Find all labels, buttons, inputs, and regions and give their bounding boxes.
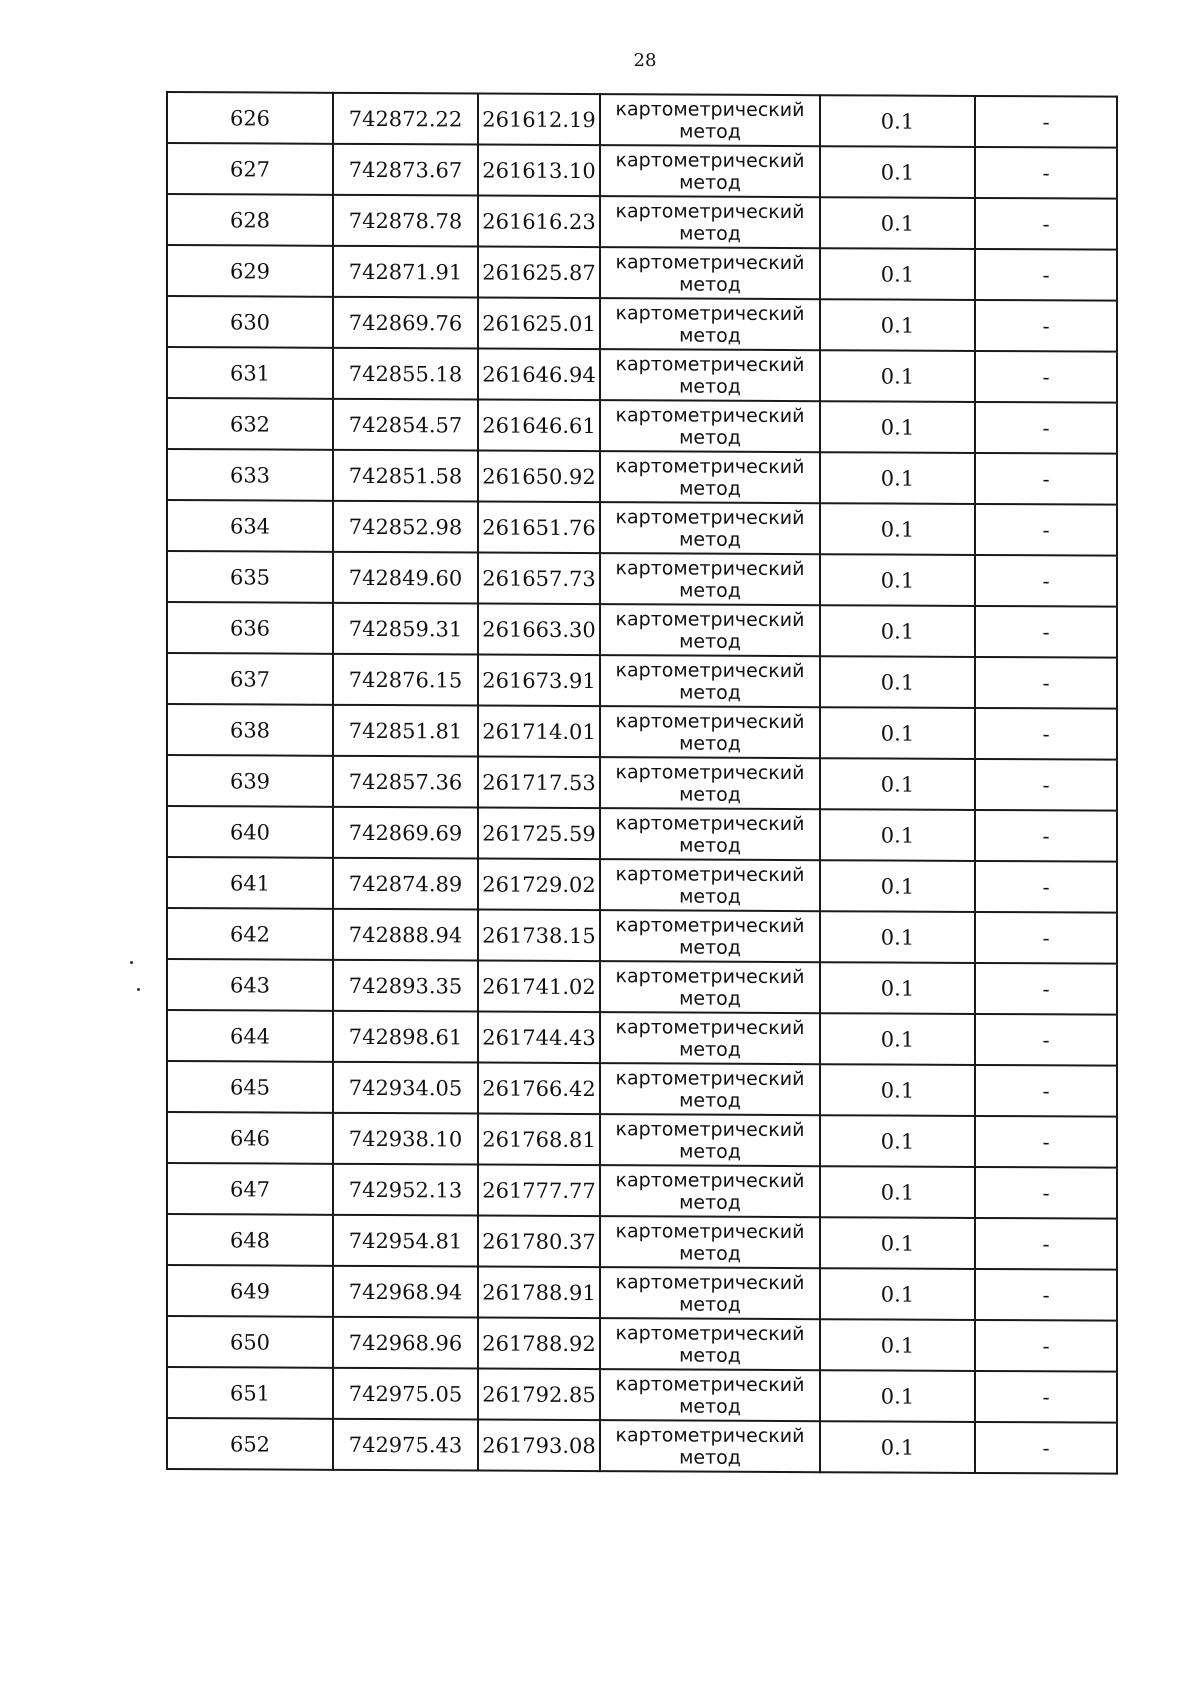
note-cell: - xyxy=(975,1371,1117,1423)
method-cell xyxy=(600,757,820,809)
y-coordinate-cell: 261725.59 xyxy=(478,808,600,860)
accuracy-cell: 0.1 xyxy=(820,401,975,453)
method-line-1: картометрический xyxy=(615,352,805,376)
y-coordinate-cell: 261766.42 xyxy=(478,1063,600,1115)
x-coordinate-cell: 742857.36 xyxy=(333,756,478,808)
coordinates-table-wrapper xyxy=(166,91,1116,1475)
method-line-2: метод xyxy=(679,222,741,245)
method-cell xyxy=(600,145,820,197)
table-row xyxy=(167,143,1117,199)
method-line-2: метод xyxy=(679,936,741,959)
y-coordinate-cell: 261793.08 xyxy=(478,1420,600,1472)
method-line-1: картометрический xyxy=(615,964,805,988)
note-cell: - xyxy=(975,810,1117,862)
method-cell xyxy=(600,1114,820,1166)
method-cell xyxy=(600,1063,820,1115)
method-cell xyxy=(600,502,820,554)
y-coordinate-cell: 261657.73 xyxy=(478,553,600,605)
method-line-1: картометрический xyxy=(615,301,805,325)
x-coordinate-cell: 742874.89 xyxy=(333,858,478,910)
point-number-cell: 645 xyxy=(167,1061,333,1113)
method-line-2: метод xyxy=(679,477,741,500)
point-number-cell: 651 xyxy=(167,1367,333,1419)
note-cell: - xyxy=(975,300,1117,352)
point-number-cell: 630 xyxy=(167,296,333,348)
table-row xyxy=(167,1163,1117,1219)
accuracy-cell: 0.1 xyxy=(820,1217,975,1269)
note-cell: - xyxy=(975,555,1117,607)
method-cell xyxy=(600,1165,820,1217)
table-row xyxy=(167,1112,1117,1168)
method-line-2: метод xyxy=(679,120,741,143)
table-row xyxy=(167,449,1117,505)
point-number-cell: 641 xyxy=(167,857,333,909)
accuracy-cell: 0.1 xyxy=(820,1064,975,1116)
point-number-cell: 626 xyxy=(167,92,333,144)
note-cell: - xyxy=(975,249,1117,301)
y-coordinate-cell: 261663.30 xyxy=(478,604,600,656)
note-cell: - xyxy=(975,759,1117,811)
method-cell xyxy=(600,1369,820,1421)
accuracy-cell: 0.1 xyxy=(820,707,975,759)
x-coordinate-cell: 742849.60 xyxy=(333,552,478,604)
x-coordinate-cell: 742938.10 xyxy=(333,1113,478,1165)
method-cell xyxy=(600,1216,820,1268)
y-coordinate-cell: 261729.02 xyxy=(478,859,600,911)
y-coordinate-cell: 261768.81 xyxy=(478,1114,600,1166)
x-coordinate-cell: 742975.05 xyxy=(333,1368,478,1420)
y-coordinate-cell: 261650.92 xyxy=(478,451,600,503)
accuracy-cell: 0.1 xyxy=(820,299,975,351)
table-row xyxy=(167,92,1117,148)
method-line-1: картометрический xyxy=(615,505,805,529)
y-coordinate-cell: 261780.37 xyxy=(478,1216,600,1268)
method-cell xyxy=(600,808,820,860)
method-cell xyxy=(600,961,820,1013)
method-line-2: метод xyxy=(679,1191,741,1214)
point-number-cell: 634 xyxy=(167,500,333,552)
table-row xyxy=(167,653,1117,709)
method-line-1: картометрический xyxy=(615,709,805,733)
accuracy-cell: 0.1 xyxy=(820,146,975,198)
method-line-2: метод xyxy=(679,528,741,551)
accuracy-cell: 0.1 xyxy=(820,656,975,708)
table-body xyxy=(167,92,1117,1474)
y-coordinate-cell: 261616.23 xyxy=(478,196,600,248)
point-number-cell: 628 xyxy=(167,194,333,246)
method-cell xyxy=(600,400,820,452)
method-line-2: метод xyxy=(679,630,741,653)
point-number-cell: 650 xyxy=(167,1316,333,1368)
note-cell: - xyxy=(975,351,1117,403)
accuracy-cell: 0.1 xyxy=(820,809,975,861)
method-line-2: метод xyxy=(679,987,741,1010)
method-line-2: метод xyxy=(679,732,741,755)
method-line-1: картометрический xyxy=(615,148,805,172)
method-line-2: метод xyxy=(679,681,741,704)
method-cell xyxy=(600,1267,820,1319)
y-coordinate-cell: 261651.76 xyxy=(478,502,600,554)
y-coordinate-cell: 261612.19 xyxy=(478,94,600,146)
method-line-2: метод xyxy=(679,1089,741,1112)
method-line-2: метод xyxy=(679,1344,741,1367)
x-coordinate-cell: 742851.81 xyxy=(333,705,478,757)
method-line-1: картометрический xyxy=(615,913,805,937)
method-line-1: картометрический xyxy=(615,760,805,784)
y-coordinate-cell: 261788.91 xyxy=(478,1267,600,1319)
point-number-cell: 652 xyxy=(167,1418,333,1470)
accuracy-cell: 0.1 xyxy=(820,554,975,606)
method-cell xyxy=(600,349,820,401)
method-line-2: метод xyxy=(679,375,741,398)
x-coordinate-cell: 742869.69 xyxy=(333,807,478,859)
accuracy-cell: 0.1 xyxy=(820,452,975,504)
note-cell: - xyxy=(975,453,1117,505)
note-cell: - xyxy=(975,1422,1117,1474)
method-cell xyxy=(600,604,820,656)
method-line-2: метод xyxy=(679,1395,741,1418)
note-cell: - xyxy=(975,861,1117,913)
method-cell xyxy=(600,298,820,350)
method-line-1: картометрический xyxy=(615,454,805,478)
y-coordinate-cell: 261744.43 xyxy=(478,1012,600,1064)
x-coordinate-cell: 742893.35 xyxy=(333,960,478,1012)
point-number-cell: 646 xyxy=(167,1112,333,1164)
accuracy-cell: 0.1 xyxy=(820,911,975,963)
table-row xyxy=(167,500,1117,556)
note-cell: - xyxy=(975,1014,1117,1066)
point-number-cell: 635 xyxy=(167,551,333,603)
accuracy-cell: 0.1 xyxy=(820,758,975,810)
method-cell xyxy=(600,859,820,911)
method-cell xyxy=(600,655,820,707)
note-cell: - xyxy=(975,1320,1117,1372)
method-line-1: картометрический xyxy=(615,1372,805,1396)
accuracy-cell: 0.1 xyxy=(820,248,975,300)
point-number-cell: 638 xyxy=(167,704,333,756)
accuracy-cell: 0.1 xyxy=(820,197,975,249)
method-cell xyxy=(600,451,820,503)
method-line-1: картометрический xyxy=(615,199,805,223)
method-line-1: картометрический xyxy=(615,1321,805,1345)
accuracy-cell: 0.1 xyxy=(820,1013,975,1065)
note-cell: - xyxy=(975,1269,1117,1321)
point-number-cell: 647 xyxy=(167,1163,333,1215)
note-cell: - xyxy=(975,402,1117,454)
table-row xyxy=(167,1265,1117,1321)
table-row xyxy=(167,1367,1117,1423)
table-row xyxy=(167,1418,1117,1474)
method-line-2: метод xyxy=(679,1446,741,1469)
method-cell xyxy=(600,1012,820,1064)
method-cell xyxy=(600,247,820,299)
method-line-1: картометрический xyxy=(615,1117,805,1141)
note-cell: - xyxy=(975,1167,1117,1219)
x-coordinate-cell: 742852.98 xyxy=(333,501,478,553)
point-number-cell: 629 xyxy=(167,245,333,297)
y-coordinate-cell: 261714.01 xyxy=(478,706,600,758)
point-number-cell: 631 xyxy=(167,347,333,399)
x-coordinate-cell: 742873.67 xyxy=(333,144,478,196)
y-coordinate-cell: 261792.85 xyxy=(478,1369,600,1421)
note-cell: - xyxy=(975,1116,1117,1168)
x-coordinate-cell: 742871.91 xyxy=(333,246,478,298)
y-coordinate-cell: 261738.15 xyxy=(478,910,600,962)
coordinates-table xyxy=(166,91,1118,1475)
point-number-cell: 642 xyxy=(167,908,333,960)
note-cell: - xyxy=(975,606,1117,658)
note-cell: - xyxy=(975,657,1117,709)
point-number-cell: 637 xyxy=(167,653,333,705)
x-coordinate-cell: 742876.15 xyxy=(333,654,478,706)
note-cell: - xyxy=(975,504,1117,556)
table-row xyxy=(167,245,1117,301)
note-cell: - xyxy=(975,198,1117,250)
note-cell: - xyxy=(975,708,1117,760)
point-number-cell: 636 xyxy=(167,602,333,654)
method-line-1: картометрический xyxy=(615,403,805,427)
method-line-2: метод xyxy=(679,273,741,296)
accuracy-cell: 0.1 xyxy=(820,350,975,402)
table-row xyxy=(167,1316,1117,1372)
table-row xyxy=(167,959,1117,1015)
x-coordinate-cell: 742872.22 xyxy=(333,93,478,145)
method-cell xyxy=(600,553,820,605)
y-coordinate-cell: 261646.61 xyxy=(478,400,600,452)
method-line-1: картометрический xyxy=(615,811,805,835)
x-coordinate-cell: 742968.96 xyxy=(333,1317,478,1369)
x-coordinate-cell: 742888.94 xyxy=(333,909,478,961)
note-cell: - xyxy=(975,1218,1117,1270)
y-coordinate-cell: 261788.92 xyxy=(478,1318,600,1370)
method-line-2: метод xyxy=(679,1038,741,1061)
accuracy-cell: 0.1 xyxy=(820,503,975,555)
note-cell: - xyxy=(975,912,1117,964)
table-row xyxy=(167,704,1117,760)
method-line-1: картометрический xyxy=(615,97,805,121)
method-cell xyxy=(600,910,820,962)
accuracy-cell: 0.1 xyxy=(820,1370,975,1422)
y-coordinate-cell: 261625.01 xyxy=(478,298,600,350)
y-coordinate-cell: 261673.91 xyxy=(478,655,600,707)
scan-speck xyxy=(130,961,133,964)
x-coordinate-cell: 742869.76 xyxy=(333,297,478,349)
x-coordinate-cell: 742898.61 xyxy=(333,1011,478,1063)
table-row xyxy=(167,296,1117,352)
method-line-2: метод xyxy=(679,783,741,806)
table-row xyxy=(167,398,1117,454)
table-row xyxy=(167,194,1117,250)
point-number-cell: 632 xyxy=(167,398,333,450)
method-line-1: картометрический xyxy=(615,1219,805,1243)
x-coordinate-cell: 742851.58 xyxy=(333,450,478,502)
method-line-1: картометрический xyxy=(615,1270,805,1294)
method-cell xyxy=(600,706,820,758)
method-line-1: картометрический xyxy=(615,1423,805,1447)
accuracy-cell: 0.1 xyxy=(820,1268,975,1320)
method-cell xyxy=(600,1420,820,1472)
page-number: 28 xyxy=(633,50,657,71)
method-line-2: метод xyxy=(679,426,741,449)
accuracy-cell: 0.1 xyxy=(820,860,975,912)
method-line-1: картометрический xyxy=(615,862,805,886)
accuracy-cell: 0.1 xyxy=(820,962,975,1014)
table-row xyxy=(167,551,1117,607)
table-row xyxy=(167,755,1117,811)
note-cell: - xyxy=(975,1065,1117,1117)
method-line-1: картометрический xyxy=(615,250,805,274)
method-line-2: метод xyxy=(679,1140,741,1163)
method-line-2: метод xyxy=(679,1242,741,1265)
table-row xyxy=(167,1214,1117,1270)
x-coordinate-cell: 742975.43 xyxy=(333,1419,478,1471)
x-coordinate-cell: 742859.31 xyxy=(333,603,478,655)
method-line-2: метод xyxy=(679,885,741,908)
accuracy-cell: 0.1 xyxy=(820,1115,975,1167)
table-row xyxy=(167,347,1117,403)
note-cell: - xyxy=(975,96,1117,148)
table-row xyxy=(167,602,1117,658)
y-coordinate-cell: 261625.87 xyxy=(478,247,600,299)
point-number-cell: 627 xyxy=(167,143,333,195)
note-cell: - xyxy=(975,147,1117,199)
x-coordinate-cell: 742952.13 xyxy=(333,1164,478,1216)
scan-speck xyxy=(137,988,140,991)
method-line-1: картометрический xyxy=(615,658,805,682)
x-coordinate-cell: 742968.94 xyxy=(333,1266,478,1318)
table-row xyxy=(167,857,1117,913)
x-coordinate-cell: 742954.81 xyxy=(333,1215,478,1267)
x-coordinate-cell: 742878.78 xyxy=(333,195,478,247)
method-line-1: картометрический xyxy=(615,1015,805,1039)
method-cell xyxy=(600,1318,820,1370)
method-line-2: метод xyxy=(679,1293,741,1316)
y-coordinate-cell: 261613.10 xyxy=(478,145,600,197)
method-line-2: метод xyxy=(679,324,741,347)
y-coordinate-cell: 261741.02 xyxy=(478,961,600,1013)
y-coordinate-cell: 261646.94 xyxy=(478,349,600,401)
accuracy-cell: 0.1 xyxy=(820,95,975,147)
method-line-2: метод xyxy=(679,579,741,602)
note-cell: - xyxy=(975,963,1117,1015)
method-cell xyxy=(600,94,820,146)
y-coordinate-cell: 261717.53 xyxy=(478,757,600,809)
point-number-cell: 633 xyxy=(167,449,333,501)
method-line-1: картометрический xyxy=(615,607,805,631)
method-line-1: картометрический xyxy=(615,1168,805,1192)
point-number-cell: 639 xyxy=(167,755,333,807)
method-line-1: картометрический xyxy=(615,1066,805,1090)
method-line-2: метод xyxy=(679,834,741,857)
x-coordinate-cell: 742934.05 xyxy=(333,1062,478,1114)
point-number-cell: 648 xyxy=(167,1214,333,1266)
point-number-cell: 643 xyxy=(167,959,333,1011)
method-cell xyxy=(600,196,820,248)
x-coordinate-cell: 742855.18 xyxy=(333,348,478,400)
table-row xyxy=(167,1010,1117,1066)
table-row xyxy=(167,806,1117,862)
accuracy-cell: 0.1 xyxy=(820,605,975,657)
accuracy-cell: 0.1 xyxy=(820,1421,975,1473)
table-row xyxy=(167,908,1117,964)
method-line-1: картометрический xyxy=(615,556,805,580)
table-row xyxy=(167,1061,1117,1117)
x-coordinate-cell: 742854.57 xyxy=(333,399,478,451)
method-line-2: метод xyxy=(679,171,741,194)
accuracy-cell: 0.1 xyxy=(820,1166,975,1218)
point-number-cell: 649 xyxy=(167,1265,333,1317)
y-coordinate-cell: 261777.77 xyxy=(478,1165,600,1217)
point-number-cell: 640 xyxy=(167,806,333,858)
accuracy-cell: 0.1 xyxy=(820,1319,975,1371)
point-number-cell: 644 xyxy=(167,1010,333,1062)
